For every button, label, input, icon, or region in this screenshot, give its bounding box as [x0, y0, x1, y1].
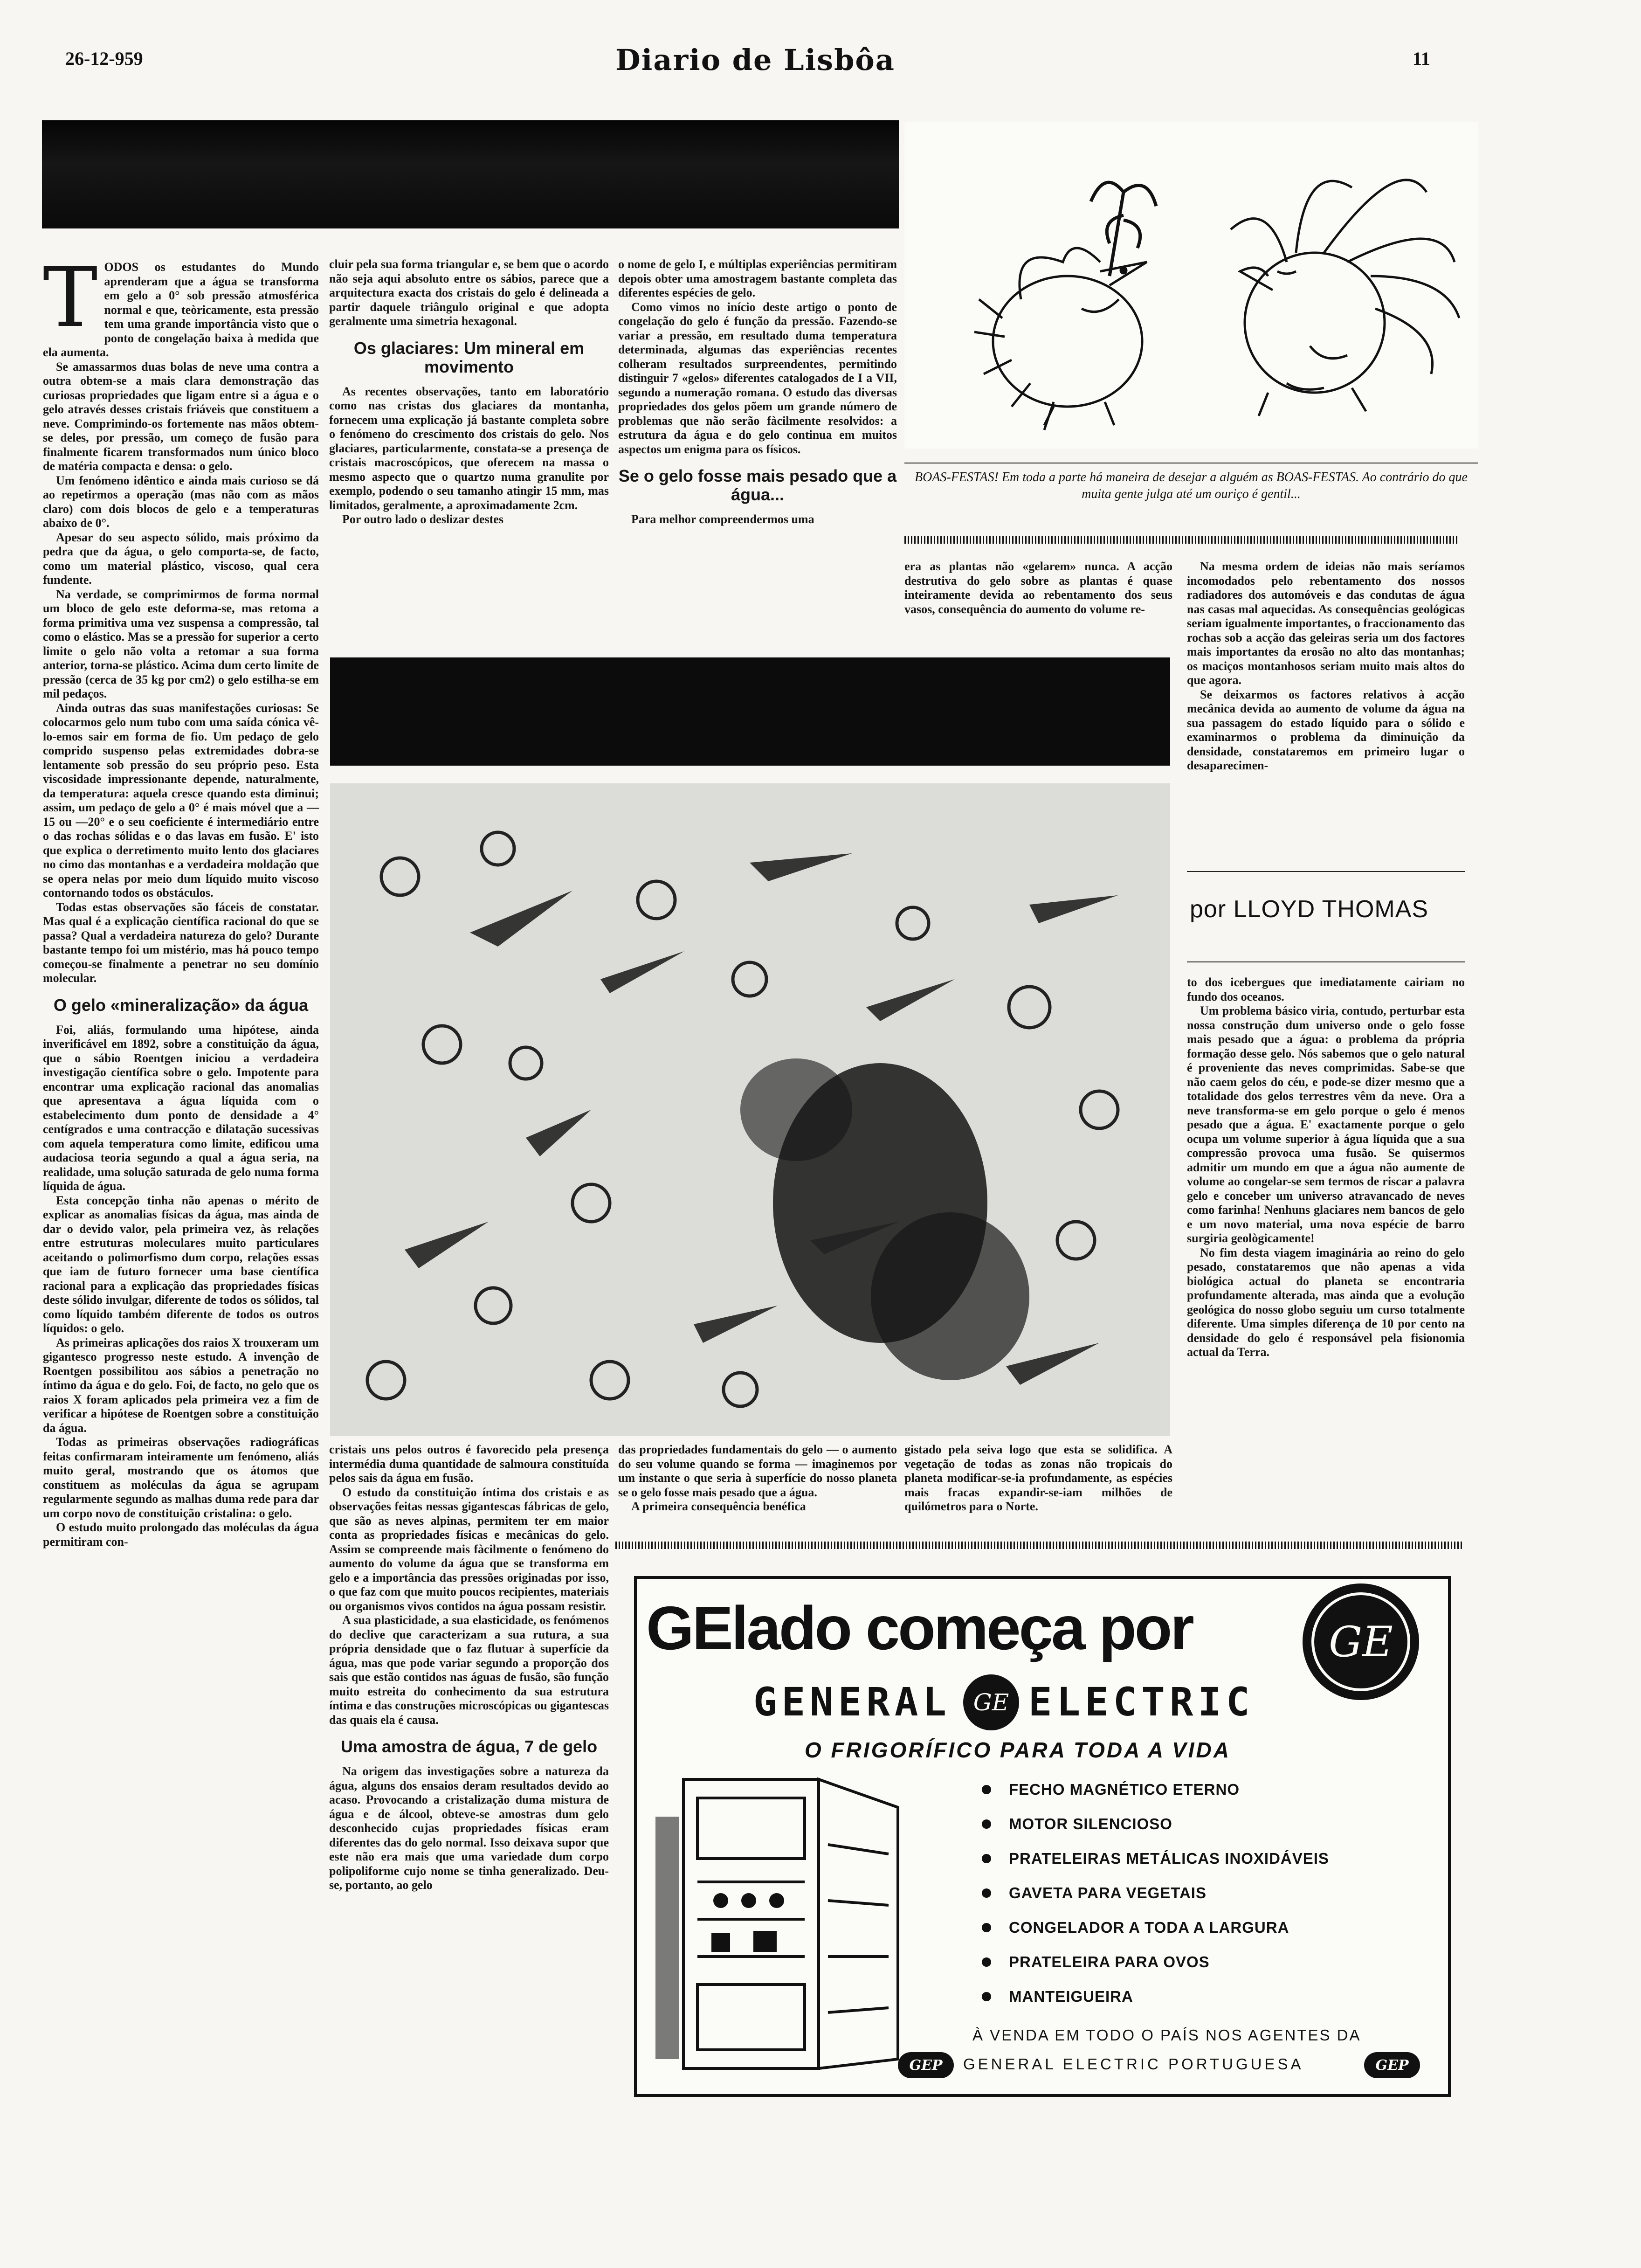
- feature-label: MANTEIGUEIRA: [1009, 1988, 1133, 2005]
- ad-dealer-line: À VENDA EM TODO O PAÍS NOS AGENTES DA: [972, 2026, 1361, 2044]
- article-column-5-top: [1187, 560, 1465, 858]
- gep-monogram: GEP: [909, 2057, 943, 2074]
- paragraph: Para melhor compreendermos uma: [631, 512, 814, 526]
- feature-label: CONGELADOR A TODA A LARGURA: [1009, 1919, 1289, 1936]
- frost-flower-photo: [330, 783, 1170, 1436]
- paragraph: gistado pela seiva logo que esta se solidifica. A vegetação de todas as zonas não tropicais do planeta modificar-se-ia profundamente, as espécies mais fracas expandir-se-iam milhões de quilómetros para o Norte.: [904, 1443, 1172, 1513]
- ge-monogram: GE: [1311, 1592, 1410, 1691]
- bullet-icon: [982, 1785, 991, 1794]
- paragraph: Ainda outras das suas manifestações curiosas: Se colocarmos gelo num tubo com uma saída cónica vê-lo-emos sair em forma de fio. Um pedaço de gelo comprido suspenso pelas extremidades dobra-se lentamente sob pressão do seu próprio peso. Esta viscosidade impressionante depende, naturalmente, da temperatura: aquela cresce quando esta diminui; assim, um pedaço de gelo a 0° é mais móvel que a —15 ou —20° e o seu coeficiente é intermediário entre o das rochas sólidas e o das lavas em fusão. E' isto que explica o derretimento muito lento dos glaciares no cimo das montanhas e a verdadeira moldação que se opera nelas por meio dum líquido muito viscoso contornando todos os obstáculos.: [43, 701, 319, 899]
- paragraph: Na origem das investigações sobre a natureza da água, alguns dos ensaios deram resultados devido ao acaso. Provocando a cristalização duma mistura de água e de álcool, obteve-se amostras dum gelo desconhecido cujas propriedades físicas eram diferentes das do gelo normal. Isso deixava supor que este não era mais que uma variedade dum corpo polipoliforme cujo nome se tinha generalizado. Deu-se, portanto, ao gelo: [329, 1764, 609, 1892]
- feature-item: [982, 1841, 1429, 1876]
- bullet-icon: [982, 1888, 991, 1898]
- ad-slogan: O FRIGORÍFICO PARA TODA A VIDA: [805, 1738, 1231, 1762]
- bullet-icon: [982, 1819, 991, 1829]
- bullet-icon: [982, 1923, 991, 1932]
- hedgehog-illustration: [904, 122, 1478, 449]
- gep-logo-right: [1364, 2052, 1420, 2078]
- paragraph: Se deixarmos os factores relativos à acção mecânica devida ao aumento de volume da água na sua passagem do estado líquido para o sólido e examinarmos o problema da diminuição da densidade, constataremos em primeiro lugar o desaparecimen-: [1187, 687, 1465, 772]
- article-column-3-bottom: [618, 1443, 897, 1536]
- paragraph: Um fenómeno idêntico e ainda mais curioso se dá ao repetirmos a operação (mas não com as mãos claro) com dois blocos de gelo e a temperaturas abaixo de 0°.: [43, 473, 319, 530]
- paragraph: Um problema básico viria, contudo, perturbar esta nossa construção dum universo onde o gelo fosse mais pesado que a água: o problema da própria formação desse gelo. Nós sabemos que o gelo natural é proveniente das neves comprimidas. Sabe-se que não caem gelos do céu, e pode-se dizer mesmo que a totalidade dos gelos terrestres vêm da neve. Ora a neve transforma-se em gelo porque o gelo é menos pesado que a água. E' exactamente porque o gelo ocupa um volume superior à água líquida que a sua compressão provoca uma fusão. Se quisermos admitir um mundo em que a água não aumente de volume ao congelar-se sem termos de riscar a palavra gelo e conceber um universo atravancado de neves como farinha! Nenhuns glaciares nem bancos de gelo e um novo material, uma nova espécie de barro surgiria geològicamente!: [1187, 1004, 1465, 1245]
- paragraph: Esta concepção tinha não apenas o mérito de explicar as anomalias físicas da água, mas ainda de dar o devido valor, pela primeira vez, às relações entre estruturas moleculares muito particulares aceitando o polimorfismo dum corpo, relações essas que iam de futuro fornecer uma base científica racional para a explicação das propriedades físicas deste sólido invulgar, diferente de todos os sólidos, tal como líquido também diferente de todos os outros líquidos: o gelo.: [43, 1193, 319, 1335]
- gep-monogram: GEP: [1375, 2057, 1409, 2074]
- ge-logo-large: [1303, 1583, 1419, 1700]
- paragraph: Na verdade, se comprimirmos de forma normal um bloco de gelo este deforma-se, mas retoma a forma primitiva uma vez suspensa a compressão, tal como o elástico. Mas se a pressão for superior a certo limite o gelo não volta a retomar a sua forma anterior, torna-se plástico. Acima dum certo limite de pressão (cerca de 35 kg por cm2) o gelo estilha-se em mil pedaços.: [43, 587, 319, 700]
- byline-rule-bottom: [1187, 961, 1465, 962]
- headline-band: [42, 120, 899, 228]
- feature-label: PRATELEIRA PARA OVOS: [1009, 1953, 1210, 1971]
- paragraph: das propriedades fundamentais do gelo — o aumento do seu volume quando se forma — imaginemos por um instante o que seria à superfície do nosso planeta se o gelo fosse mais pesado que a água.: [618, 1443, 897, 1499]
- fridge-drawing: [655, 1761, 917, 2078]
- paragraph: As primeiras aplicações dos raios X trouxeram um gigantesco progresso neste estudo. A invenção de Roentgen possibilitou aos sábios a penetração no íntimo da água e do gelo. Foi, de facto, no gelo que os raios X foram aplicados pela primeira vez a fim de verificar a hipótese de Roentgen sobre a constituição da água.: [43, 1335, 319, 1435]
- paragraph: o nome de gelo I, e múltiplas experiências permitiram depois obter uma amostragem bastante completa das diferentes espécies de gelo.: [618, 257, 897, 299]
- ad-dealer-name: GENERAL ELECTRIC PORTUGUESA: [963, 2055, 1304, 2073]
- paragraph: cluir pela sua forma triangular e, se bem que o acordo não seja aqui absoluto entre os sábios, parece que a arquitectura exacta dos cristais do gelo é delineada a partir daquele triângulo original e que adopta geralmente uma simetria hexagonal.: [329, 257, 609, 328]
- paragraph: to dos icebergues que imediatamente cairiam no fundo dos oceanos.: [1187, 975, 1465, 1003]
- article-column-2-top: [329, 257, 609, 640]
- paragraph: Todas estas observações são fáceis de constatar. Mas qual é a explicação científica racional do que se passa? Qual a verdadeira natureza do gelo? Durante bastante tempo foi um mistério, mas há pouco tempo começou-se finalmente a penetrar no seu domínio molecular.: [43, 900, 319, 985]
- feature-item: [982, 1772, 1429, 1807]
- paragraph: O estudo muito prolongado das moléculas da água permitiram con-: [43, 1521, 319, 1549]
- paragraph: Se amassarmos duas bolas de neve uma contra a outra obtem-se a mais clara demonstração das curiosas propriedades que ligam entre si a água e o gelo através desses cristais friáveis que constituem a neve. Comprimindo-os fortemente nas mãos obtem-se deles, por pressão, um começo de fusão para finalmente ficarem transformados num único bloco de matéria compacta e densa: o gelo.: [43, 360, 319, 473]
- feature-item: [982, 1807, 1429, 1841]
- article-column-2-bottom: [329, 1443, 609, 2109]
- paragraph: Por outro lado o deslizar destes: [342, 512, 503, 526]
- bullet-icon: [982, 1854, 991, 1863]
- feature-label: MOTOR SILENCIOSO: [1009, 1815, 1172, 1832]
- decorative-band: [330, 657, 1170, 766]
- ad-brand-electric: ELECTRIC: [1028, 1679, 1255, 1725]
- ad-headline: GElado começa por: [646, 1594, 1193, 1662]
- paragraph: ODOS os estudantes do Mundo aprenderam que a água se transforma em gelo a 0° sob pressão atmosférica normal e que, teòricamente, esta pressão tem uma grande importância visto que o ponto de congelação baixa à medida que ela aumenta.: [43, 260, 319, 359]
- paragraph: Na mesma ordem de ideias não mais seríamos incomodados pelo rebentamento dos nossos radiadores dos automóveis e das condutas de água nas casas mal aquecidas. As consequências geológicas seriam igualmente importantes, o fraccionamento das rochas sob a acção das geleiras seria um dos factores mais importantes da erosão no alto das montanhas; os maciços montanhosos seriam muito mais altos do que agora.: [1187, 560, 1465, 687]
- subhead-glaciares: Os glaciares: Um mineral em movimento: [353, 338, 585, 376]
- paragraph: A sua plasticidade, a sua elasticidade, os fenómenos do declive que caracterizam a sua rutura, a sua própria densidade que o faz flutuar à superfície da água, mas que pode variar segundo a proporção dos sais que estão contidos nas águas de fusão, são função muito estreita do conhecimento da sua estrutura íntima e das construções microscópicas ou gigantescas das quais ela é causa.: [329, 1613, 609, 1727]
- article-column-4-top: [904, 560, 1172, 653]
- paragraph: Apesar do seu aspecto sólido, mais próximo da pedra que da água, o gelo comporta-se, de facto, como um material plástico, viscoso, qual cera fundente.: [43, 530, 319, 587]
- illustration-caption: BOAS-FESTAS! Em toda a parte há maneira de desejar a alguém as BOAS-FESTAS. Ao contrário do que muita gente julga até um ouriço é gentil...: [915, 470, 1468, 501]
- paragraph: No fim desta viagem imaginária ao reino do gelo pesado, constataremos que não apenas a vida biológica actual do planeta se encontraria profundamente alterada, mas ainda que a evolução geológica do nosso globo seguiu um curso totalmente diferente. Uma simples diferença de 10 por cento na densidade do gelo é responsável pela fisionomia actual da Terra.: [1187, 1245, 1465, 1359]
- feature-item: [982, 1876, 1429, 1910]
- subhead-pesado: Se o gelo fosse mais pesado que a água...: [618, 466, 897, 504]
- paragraph: As recentes observações, tanto em laboratório como nas cristas dos glaciares da montanha, fornecem uma explicação já bastante completa sobre o fenómeno do crescimento dos cristais do gelo. Nos glaciares, particularmente, constata-se a presença de cristais macroscópicos, que oferecem na massa o mesmo aspecto que o quartzo numa granulite por exemplo, podendo o seu tamanho atingir 15 mm, mas limitados, geralmente, a aproximadamente 2cm.: [329, 384, 609, 512]
- ge-logo-small: [963, 1674, 1019, 1730]
- subhead-amostra: Uma amostra de água, 7 de gelo: [340, 1737, 598, 1756]
- feature-item: [982, 1945, 1429, 1979]
- paragraph: O estudo da constituição íntima dos cristais e as observações feitas nessas gigantescas fábricas de gelo, que são as neves alpinas, permitem ter em maior conta as propriedades físicas e mecânicas do gelo. Assim se compreende mais fàcilmente o fenómeno do aumento do volume da água que se transforma em gelo e a importância das pressões originadas por isso, o que faz com que muito poucos recipientes, materiais ou organismos vivos contidos na água possam resistir.: [329, 1485, 609, 1613]
- article-column-1-continued: [43, 1287, 319, 2094]
- feature-label: GAVETA PARA VEGETAIS: [1009, 1884, 1207, 1902]
- paragraph: Todas as primeiras observações radiográficas feitas confirmaram inteiramente um fenómeno, aliás muito geral, mostrando que os átomos que constituem as moléculas da água se agrupam regularmente segundo as malhas duma rede para dar um corpo novo de constituição cristalina: o gelo.: [43, 1435, 319, 1520]
- ge-monogram-small: GE: [973, 1689, 1009, 1716]
- paragraph: cristais uns pelos outros é favorecido pela presença intermédia duma quantidade de salmoura constituída pelos sais da água em fusão.: [329, 1443, 609, 1485]
- bullet-icon: [982, 1957, 991, 1967]
- feature-label: PRATELEIRAS METÁLICAS INOXIDÁVEIS: [1009, 1850, 1329, 1867]
- section-divider: [904, 536, 1459, 544]
- feature-item: [982, 1910, 1429, 1945]
- feature-label: FECHO MAGNÉTICO ETERNO: [1009, 1781, 1240, 1798]
- article-column-4-bottom: [904, 1443, 1172, 1536]
- frost-pattern: [330, 783, 1170, 1436]
- drop-cap: T: [43, 250, 98, 346]
- byline-rule-top: [1187, 871, 1465, 872]
- gep-logo-left: [898, 2052, 954, 2078]
- bullet-icon: [982, 1992, 991, 2001]
- masthead: Diario de Lisbôa: [615, 43, 895, 77]
- feature-list: [982, 1772, 1429, 2014]
- article-column-5-lower: [1187, 975, 1465, 1540]
- paragraph: A primeira consequência benéfica: [631, 1500, 806, 1513]
- refrigerator-illustration: [655, 1761, 917, 2078]
- byline: por LLOYD THOMAS: [1190, 896, 1429, 923]
- feature-item: [982, 1979, 1429, 2014]
- ge-advertisement: [634, 1576, 1451, 2097]
- ad-divider: [615, 1542, 1464, 1549]
- article-column-1: [43, 250, 319, 1549]
- paragraph: era as plantas não «gelarem» nunca. A acção destrutiva do gelo sobre as plantas é quase inteiramente devida ao rebentamento dos seus vasos, consequência do aumento do volume re-: [904, 560, 1172, 616]
- paragraph: Como vimos no início deste artigo o ponto de congelação do gelo é função da pressão. Fazendo-se variar a pressão, em resultado duma temperatura determinada, algumas das experiências recentes colheram resultados surpreendentes, permitindo distinguir 7 «gelos» diferentes catalogados de I a VII, segundo a numeração romana. O estudo das diversas propriedades dos gelos põem um grande número de problemas que não serão fàcilmente resolvidos: a estrutura da água e do gelo continua em muitos aspectos um enigma para os físicos.: [618, 300, 897, 456]
- subhead-mineralizacao: O gelo «mineralização» da água: [53, 995, 309, 1015]
- hedgehog-drawing: [904, 122, 1478, 449]
- ad-brand-general: GENERAL: [753, 1679, 952, 1725]
- paragraph: Foi, aliás, formulando uma hipótese, ainda inverificável em 1892, sobre a constituição da água, que o sábio Roentgen iniciou a verdadeira investigação científica sobre o gelo. Impotente para encontrar uma explicação racional das anomalias que apresentava a água líquida com o estabelecimento dum ponto de densidade a 4° centígrados e uma contracção e dilatação sucessivas com aquela temperatura como limite, edificou uma audaciosa teoria segundo a qual a água seria, na realidade, uma solução saturada de gelo numa forma líquida de água.: [43, 1023, 319, 1193]
- page-number: 11: [1413, 48, 1430, 69]
- article-column-3-top: [618, 257, 897, 640]
- issue-date: 26-12-959: [65, 48, 143, 69]
